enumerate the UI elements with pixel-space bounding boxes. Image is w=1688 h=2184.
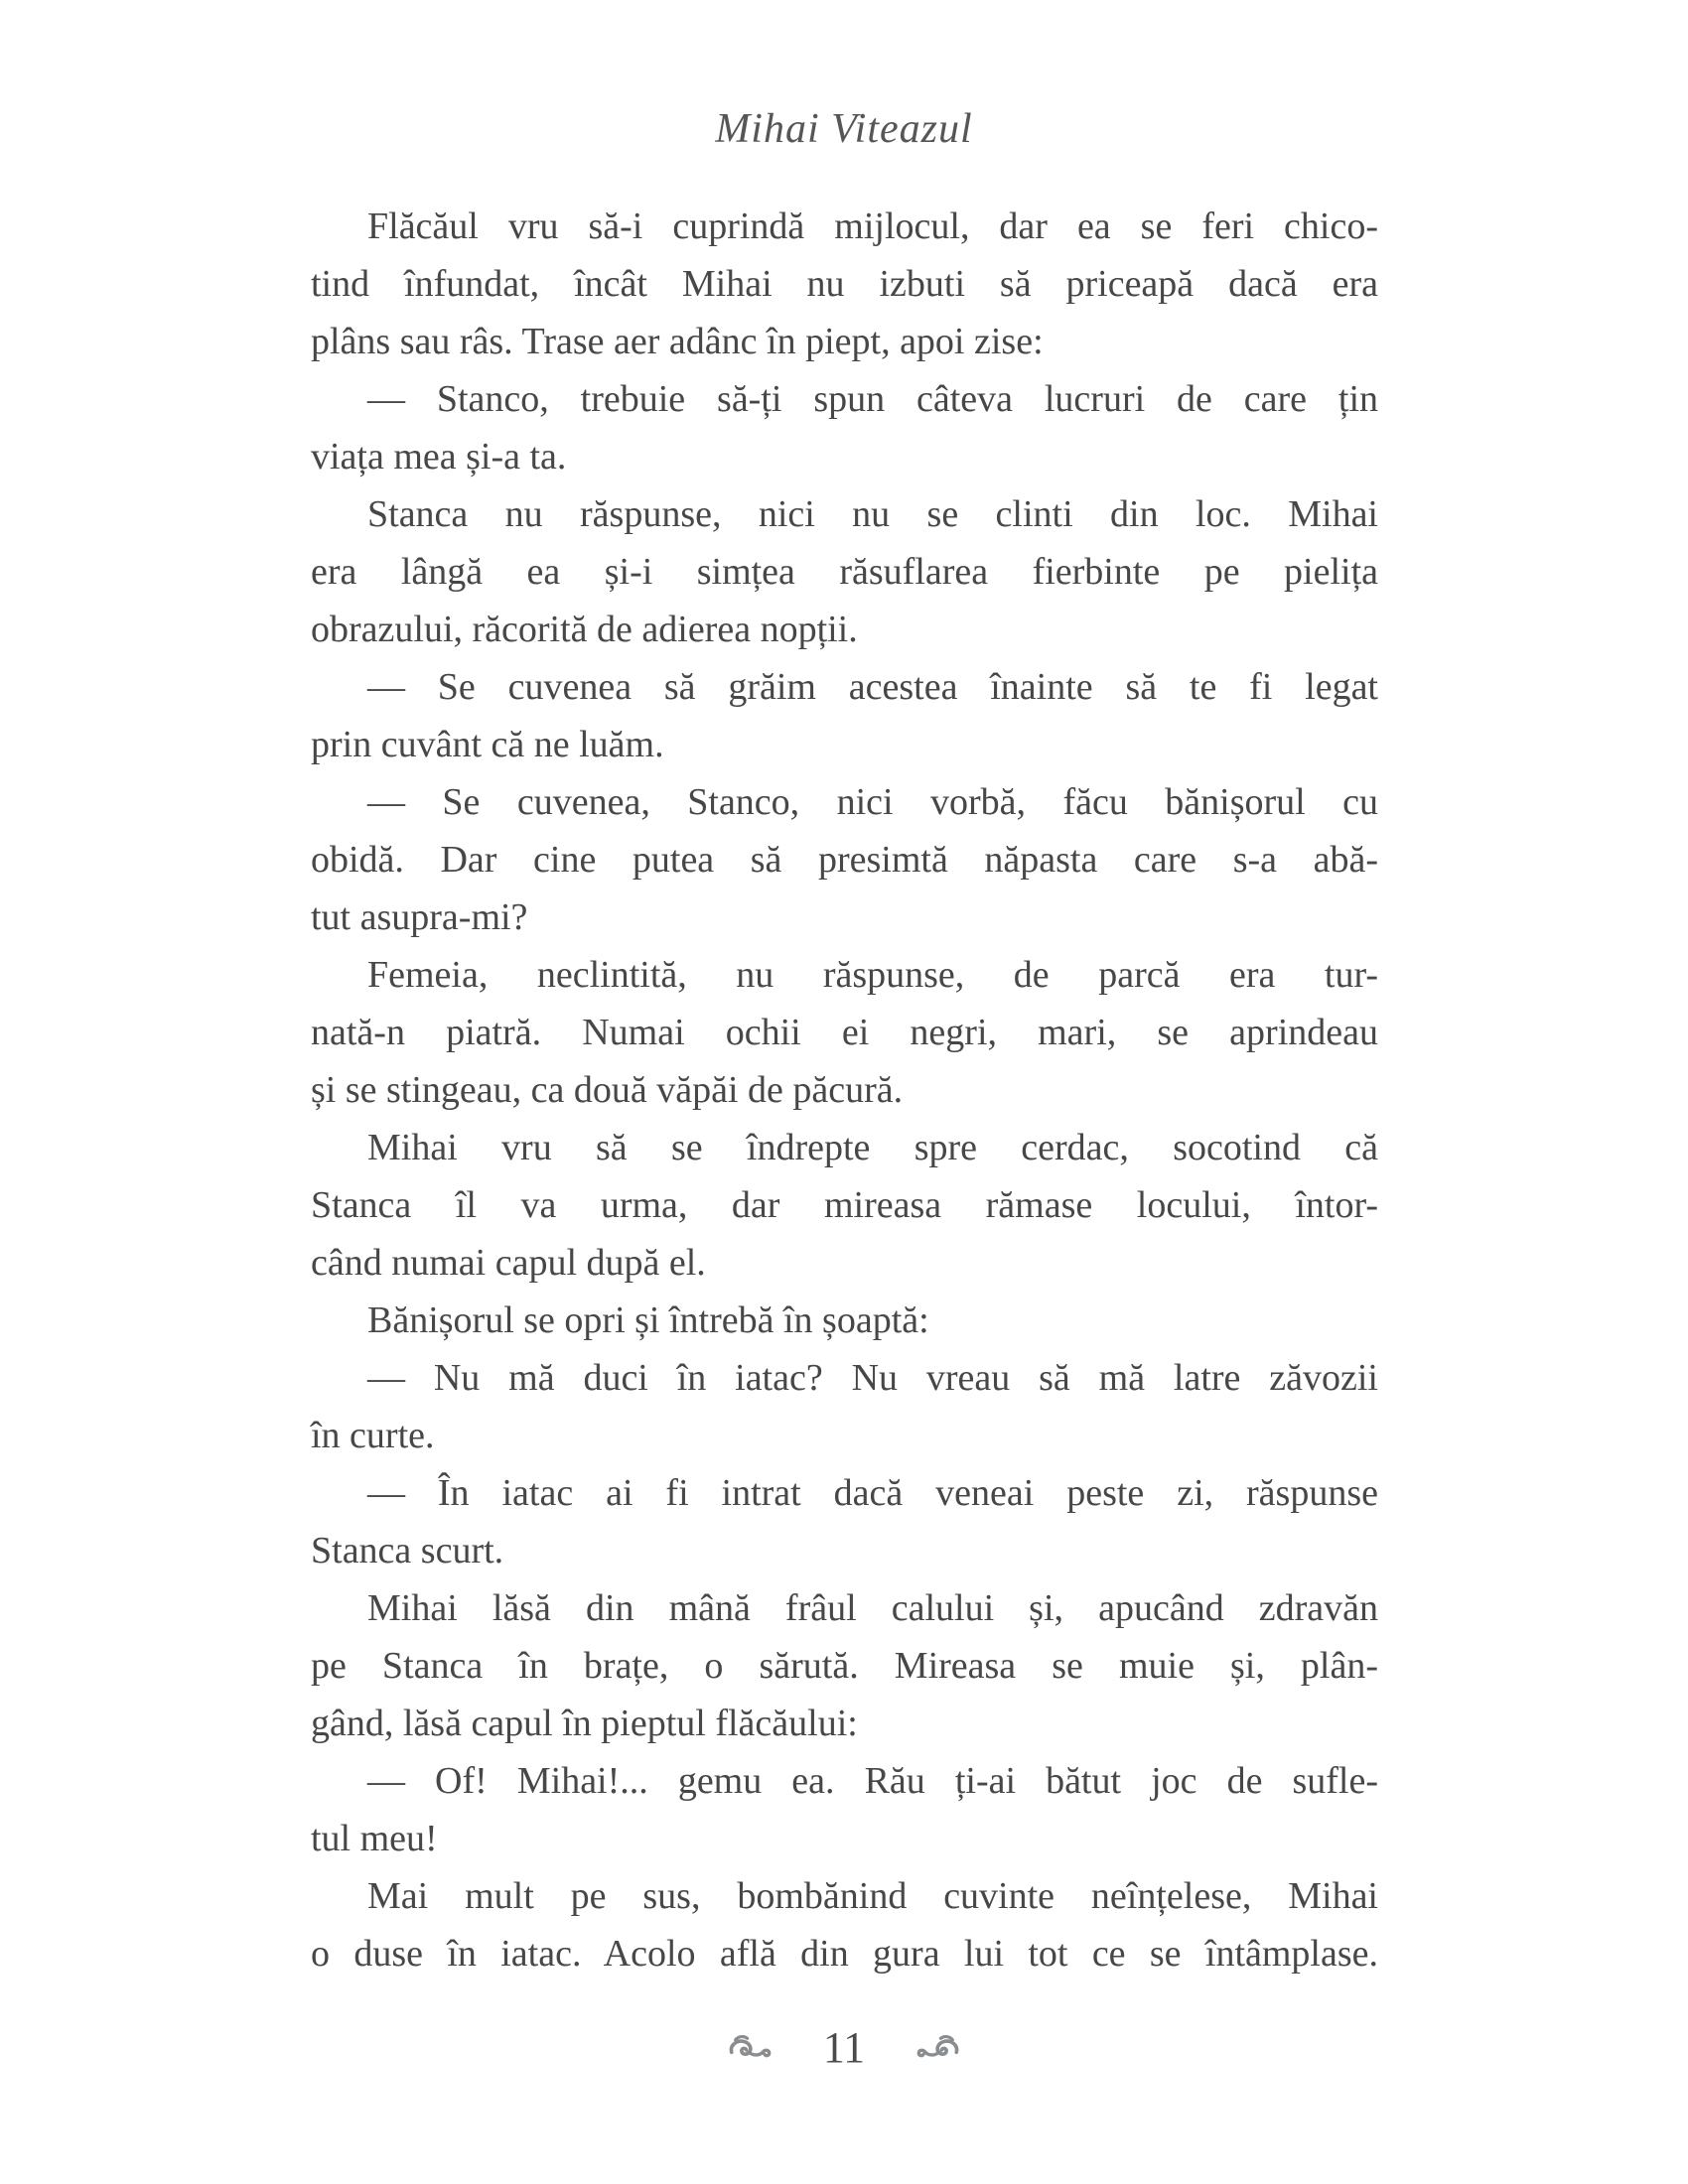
paragraph (311, 1752, 1378, 1867)
paragraph (311, 370, 1378, 485)
text-line: tut asupra-mi? (311, 896, 528, 938)
text-line: o duse în iatac. Acolo află din gura lui tot ce se întâmplase. (311, 1933, 1378, 1975)
text-line: nată-n piatră. Numai ochii ei negri, mari, se aprindeau (311, 1012, 1378, 1053)
text-line: în curte. (311, 1415, 435, 1456)
text-line: viața mea și-a ta. (311, 436, 567, 478)
text-line: — Se cuvenea, Stanco, nici vorbă, făcu bănișorul cu (367, 781, 1378, 823)
text-line: Stanca îl va urma, dar mireasa rămase locului, întor- (311, 1184, 1378, 1226)
text-line: Stanca scurt. (311, 1530, 504, 1571)
text-line: — Stanco, trebuie să-ți spun câteva lucruri de care țin (367, 378, 1378, 420)
paragraph (311, 1464, 1378, 1579)
paragraph (311, 485, 1378, 658)
running-header: Mihai Viteazul (715, 106, 973, 152)
text-line: pe Stanca în brațe, o sărută. Mireasa se muie și, plân- (311, 1645, 1378, 1687)
text-line: — Of! Mihai!... gemu ea. Rău ți-ai bătut joc de sufle- (367, 1760, 1378, 1802)
fleuron-left-icon (726, 2032, 774, 2064)
paragraph (311, 1119, 1378, 1292)
text-line: prin cuvânt că ne luăm. (311, 724, 664, 765)
text-line: — Se cuvenea să grăim acestea înainte să te fi legat (367, 666, 1378, 708)
text-line: Femeia, neclintită, nu răspunse, de parcă era tur- (367, 954, 1378, 996)
fleuron-right-icon (914, 2032, 962, 2064)
text-line: era lângă ea și-i simțea răsuflarea fierbinte pe pielița (311, 551, 1378, 593)
paragraph (311, 1579, 1378, 1752)
text-line: Bănișorul se opri și întrebă în șoaptă: (367, 1299, 929, 1341)
paragraph (311, 658, 1378, 773)
page-footer (0, 2023, 1688, 2073)
paragraph (311, 1867, 1378, 1982)
text-line: Mai mult pe sus, bombănind cuvinte neînțelese, Mihai (367, 1875, 1378, 1917)
text-line: — În iatac ai fi intrat dacă veneai peste zi, răspunse (367, 1472, 1378, 1514)
paragraph (311, 773, 1378, 946)
paragraph (311, 198, 1378, 370)
page-body-text (311, 198, 1378, 1982)
text-line: Flăcăul vru să-i cuprindă mijlocul, dar ea se feri chico- (367, 205, 1378, 247)
paragraph (311, 946, 1378, 1119)
text-line: tul meu! (311, 1818, 438, 1859)
text-line: obrazului, răcorită de adierea nopții. (311, 609, 858, 650)
text-line: plâns sau râs. Trase aer adânc în piept, apoi zise: (311, 321, 1044, 362)
text-line: și se stingeau, ca două văpăi de păcură. (311, 1069, 904, 1111)
paragraph (311, 1349, 1378, 1464)
text-line: Mihai vru să se îndrepte spre cerdac, socotind că (367, 1127, 1378, 1168)
text-line: tind înfundat, încât Mihai nu izbuti să priceapă dacă era (311, 263, 1378, 305)
text-line: obidă. Dar cine putea să presimtă năpasta care s-a abă- (311, 839, 1378, 881)
text-line: Mihai lăsă din mână frâul calului și, apucând zdravăn (367, 1587, 1378, 1629)
text-line: când numai capul după el. (311, 1242, 706, 1284)
text-line: Stanca nu răspunse, nici nu se clinti din loc. Mihai (367, 493, 1378, 535)
paragraph (311, 1292, 1378, 1349)
text-line: — Nu mă duci în iatac? Nu vreau să mă latre zăvozii (367, 1357, 1378, 1399)
page-number: 11 (822, 2023, 866, 2072)
text-line: gând, lăsă capul în pieptul flăcăului: (311, 1703, 858, 1744)
